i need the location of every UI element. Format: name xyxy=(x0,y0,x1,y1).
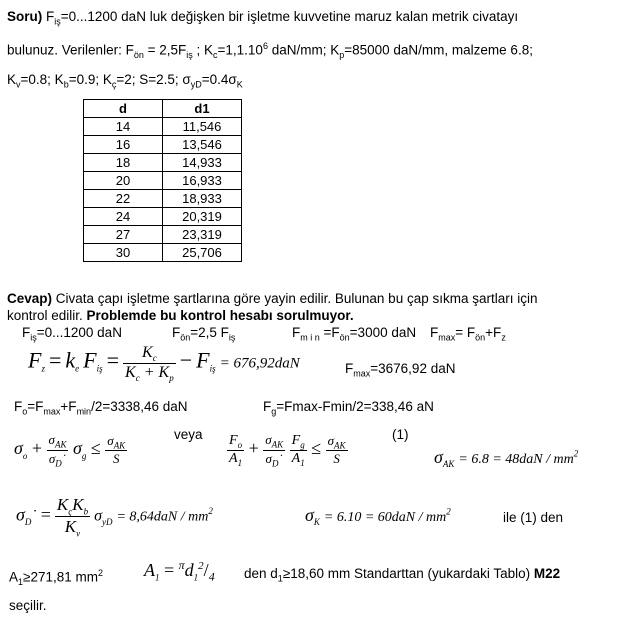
cell-d1: 13,546 xyxy=(163,136,242,154)
column-header-d: d xyxy=(84,100,163,118)
question-line-3: $K_v=0.8$; $K_b=0.9$; $K_ç=2$; S=2.5; $\sigma_{yD}=0.4\sigma_K$ xyxy=(7,72,243,90)
ile-label: ile (1) den xyxy=(503,510,564,525)
question-line-1: Soru) $F_{iş}=0...1200$ daN luk değişken bir işletme kuvvetine maruz kalan metrik civatayı xyxy=(7,9,519,27)
cell-d1: 23,319 xyxy=(163,226,242,244)
cell-d1: 14,933 xyxy=(163,154,242,172)
table-row xyxy=(84,118,242,136)
table-row xyxy=(84,172,242,190)
table-row xyxy=(84,226,242,244)
cell-d: 16 xyxy=(84,136,163,154)
column-header-d1: d1 xyxy=(163,100,242,118)
cell-d: 20 xyxy=(84,172,163,190)
question-line-2: bulunuz. Verilenler: $F_{ön} = 2,5F_{iş}$ ; $K_c=1,1.10^6$ daN/mm; $K_p=85000$ daN/mm, malzeme 6.8; xyxy=(7,41,533,61)
a1-result: $A_1\ge 271,81$ $mm^2$ xyxy=(9,568,103,588)
answer-label: Cevap) xyxy=(7,291,53,306)
a1-formula: $A_1 = ^\pi d_1^2/_4$ xyxy=(144,558,215,584)
force-row-3a: $F_o=F_{max}+F_{min}/2=3338,46$ daN xyxy=(14,399,188,417)
cell-d1: 16,933 xyxy=(163,172,242,190)
cell-d: 18 xyxy=(84,154,163,172)
cell-d: 14 xyxy=(84,118,163,136)
equation-number: (1) xyxy=(392,427,409,442)
cell-d: 30 xyxy=(84,244,163,262)
table-row xyxy=(84,244,242,262)
strength-inequality-right: $\frac{F_o}{A_1}$ + $\frac{\sigma_{AK}}{\sigma_D˙}$ $\frac{F_g}{A_1}$ ≤ $\frac{\sigma_{AK}}{S}$ xyxy=(229,432,346,469)
diameter-table xyxy=(83,99,242,262)
veya-label: veya xyxy=(174,427,203,442)
table-row xyxy=(84,190,242,208)
cell-d: 22 xyxy=(84,190,163,208)
cell-d1: 25,706 xyxy=(163,244,242,262)
cell-d: 24 xyxy=(84,208,163,226)
fmax-value: $F_{max}=3676,92$ daN xyxy=(345,361,456,379)
force-row-1d: $F_{max}= F_{ön}+F_z$ xyxy=(430,325,506,343)
force-row-1b: $F_{ön}=2,5$ $F_{iş}$ xyxy=(172,325,236,343)
sigma-d-formula: $\sigma_D˙$ = $\frac{K_çK_b}{K_v}$ $\sigma_{yD} = 8,64daN / mm^2$ xyxy=(16,495,213,539)
den-line: den $d_1\ge 18,60$ mm Standarttan (yukardaki Tablo) M22 xyxy=(244,566,561,584)
sigma-ak-value: $\sigma_{AK} = 6.8 = 48daN / mm^2$ xyxy=(434,447,579,470)
table-row xyxy=(84,136,242,154)
answer-line-2: kontrol edilir. Problemde bu kontrol hesabı sorulmuyor. xyxy=(7,308,354,323)
cell-d: 27 xyxy=(84,226,163,244)
strength-inequality-left: $\sigma_o$ + $\frac{\sigma_{AK}}{\sigma_D˙}$ $\sigma_g$ ≤ $\frac{\sigma_{AK}}{S}$ xyxy=(14,432,126,469)
force-row-1a: $F_{iş}=0...1200$ daN xyxy=(22,325,122,343)
cell-d1: 18,933 xyxy=(163,190,242,208)
fz-formula: $F_z = k_e$ $F_{iş}$ = $\frac{K_c}{K_c + K_p}$ − $F_{iş} = 676,92daN$ xyxy=(28,344,300,384)
force-row-3b: $F_g=Fmax-Fmin/2=338,46$ aN xyxy=(263,399,434,417)
question-label: Soru) xyxy=(7,9,43,24)
cell-d1: 11,546 xyxy=(163,118,242,136)
table-header-row xyxy=(84,100,242,118)
secilir-label: seçilir. xyxy=(9,598,47,613)
table-row xyxy=(84,208,242,226)
table-body xyxy=(84,118,242,262)
answer-line-1: Cevap) Civata çapı işletme şartlarına göre yayin edilir. Bulunan bu çap sıkma şartları için xyxy=(7,291,538,306)
cell-d1: 20,319 xyxy=(163,208,242,226)
sigma-k-value: $\sigma_K = 6.10 = 60daN / mm^2$ xyxy=(305,505,451,528)
table-row xyxy=(84,154,242,172)
force-row-1c: $F_{m i n} =F_{ön}=3000$ daN xyxy=(292,325,417,343)
